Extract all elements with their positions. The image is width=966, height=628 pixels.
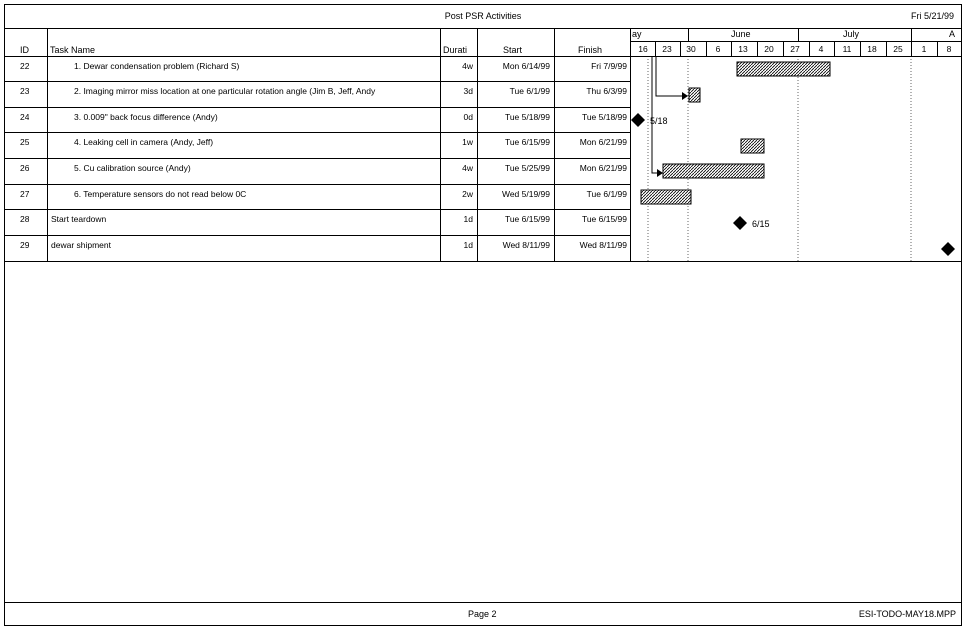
week-divider xyxy=(655,41,656,56)
milestone-24 xyxy=(631,113,645,127)
timescale-month: ay xyxy=(632,29,642,39)
dependency-arrowhead xyxy=(682,92,688,100)
footer-divider xyxy=(4,602,962,603)
task-bar-26 xyxy=(663,164,764,178)
page-number: Page 2 xyxy=(468,609,497,619)
task-name: 4. Leaking cell in camera (Andy, Jeff) xyxy=(74,137,214,147)
col-header-task-name: Task Name xyxy=(50,45,96,55)
timescale-week: 11 xyxy=(842,44,852,54)
week-divider xyxy=(809,41,810,56)
milestone-29 xyxy=(941,242,955,256)
task-bar-23 xyxy=(689,88,700,102)
col-header-finish: Finish xyxy=(578,45,603,55)
timescale-week: 23 xyxy=(662,44,672,54)
timescale-week: 1 xyxy=(921,44,927,54)
task-finish: Wed 8/11/99 xyxy=(579,240,627,250)
task-start: Tue 5/18/99 xyxy=(504,112,550,122)
col-divider xyxy=(47,28,48,261)
task-start: Wed 5/19/99 xyxy=(501,189,550,199)
col-header-start: Start xyxy=(503,45,523,55)
gantt-chart xyxy=(631,56,961,261)
week-divider xyxy=(911,41,912,56)
task-start: Wed 8/11/99 xyxy=(502,240,550,250)
timescale-month: A xyxy=(949,29,956,39)
task-id: 23 xyxy=(20,86,30,96)
timescale-month: July xyxy=(843,29,860,39)
task-finish: Thu 6/3/99 xyxy=(586,86,627,96)
week-divider xyxy=(757,41,758,56)
task-duration: 4w xyxy=(462,61,473,71)
task-duration: 1d xyxy=(463,214,473,224)
timescale-week: 6 xyxy=(715,44,721,54)
timescale-week: 30 xyxy=(686,44,696,54)
dependency-link xyxy=(652,56,658,173)
row-divider xyxy=(4,56,630,57)
milestone-label-24: 5/18 xyxy=(650,116,668,126)
page-title: Post PSR Activities xyxy=(444,11,522,21)
week-divider xyxy=(783,41,784,56)
task-duration: 2w xyxy=(462,189,473,199)
task-name: Start teardown xyxy=(51,214,107,224)
row-divider xyxy=(4,81,630,82)
col-header-id: ID xyxy=(20,45,29,55)
table-bottom-border xyxy=(4,261,962,262)
timescale-week: 8 xyxy=(946,44,952,54)
print-date: Fri 5/21/99 xyxy=(910,11,954,21)
task-name: 1. Dewar condensation problem (Richard S) xyxy=(74,61,240,71)
dependency-arrowhead xyxy=(657,169,663,177)
task-finish: Tue 6/1/99 xyxy=(586,189,627,199)
week-divider xyxy=(860,41,861,56)
timescale-week: 4 xyxy=(818,44,824,54)
header-divider xyxy=(4,28,962,29)
timescale-week: 18 xyxy=(867,44,877,54)
task-duration: 1d xyxy=(463,240,473,250)
task-finish: Mon 6/21/99 xyxy=(579,163,627,173)
task-finish: Tue 6/15/99 xyxy=(581,214,627,224)
task-name: dewar shipment xyxy=(51,240,112,250)
task-id: 25 xyxy=(20,137,30,147)
timescale-month: June xyxy=(731,29,751,39)
task-id: 22 xyxy=(20,61,30,71)
task-name: 5. Cu calibration source (Andy) xyxy=(74,163,191,173)
task-name: 3. 0.009" back focus difference (Andy) xyxy=(74,112,218,122)
timescale-week: 16 xyxy=(638,44,648,54)
task-duration: 3d xyxy=(463,86,473,96)
task-name: 2. Imaging mirror miss location at one particular rotation angle (Jim B, Jeff, Andy xyxy=(74,86,376,96)
dependency-link xyxy=(656,56,683,96)
task-duration: 0d xyxy=(463,112,473,122)
task-start: Tue 6/1/99 xyxy=(509,86,550,96)
timescale-week: 25 xyxy=(893,44,903,54)
timescale-week: 20 xyxy=(764,44,774,54)
task-bar-22 xyxy=(737,62,830,76)
row-divider xyxy=(4,107,630,108)
row-divider xyxy=(4,235,630,236)
col-header-duration: Durati xyxy=(443,45,468,55)
week-divider xyxy=(680,41,681,56)
task-bar-25 xyxy=(741,139,764,153)
task-finish: Mon 6/21/99 xyxy=(579,137,627,147)
row-divider xyxy=(4,158,630,159)
week-divider xyxy=(937,41,938,56)
task-start: Tue 6/15/99 xyxy=(504,137,550,147)
task-start: Mon 6/14/99 xyxy=(502,61,550,71)
task-duration: 4w xyxy=(462,163,473,173)
month-divider xyxy=(911,28,912,41)
week-divider xyxy=(886,41,887,56)
month-divider xyxy=(688,28,689,41)
week-divider xyxy=(706,41,707,56)
task-start: Tue 6/15/99 xyxy=(504,214,550,224)
row-divider xyxy=(4,184,630,185)
task-id: 24 xyxy=(20,112,30,122)
week-divider xyxy=(834,41,835,56)
milestone-28 xyxy=(733,216,747,230)
row-divider xyxy=(4,132,630,133)
task-duration: 1w xyxy=(462,137,473,147)
row-divider xyxy=(4,209,630,210)
milestone-label-28: 6/15 xyxy=(752,219,770,229)
task-name: 6. Temperature sensors do not read below 0C xyxy=(74,189,247,199)
month-divider xyxy=(798,28,799,41)
task-finish: Fri 7/9/99 xyxy=(591,61,627,71)
task-id: 29 xyxy=(20,240,30,250)
task-finish: Tue 5/18/99 xyxy=(581,112,627,122)
task-bar-27 xyxy=(641,190,691,204)
task-id: 27 xyxy=(20,189,30,199)
task-id: 28 xyxy=(20,214,30,224)
task-id: 26 xyxy=(20,163,30,173)
timescale-week: 13 xyxy=(738,44,748,54)
week-divider xyxy=(731,41,732,56)
file-name: ESI-TODO-MAY18.MPP xyxy=(858,609,956,619)
task-start: Tue 5/25/99 xyxy=(504,163,550,173)
timescale-week: 27 xyxy=(790,44,800,54)
